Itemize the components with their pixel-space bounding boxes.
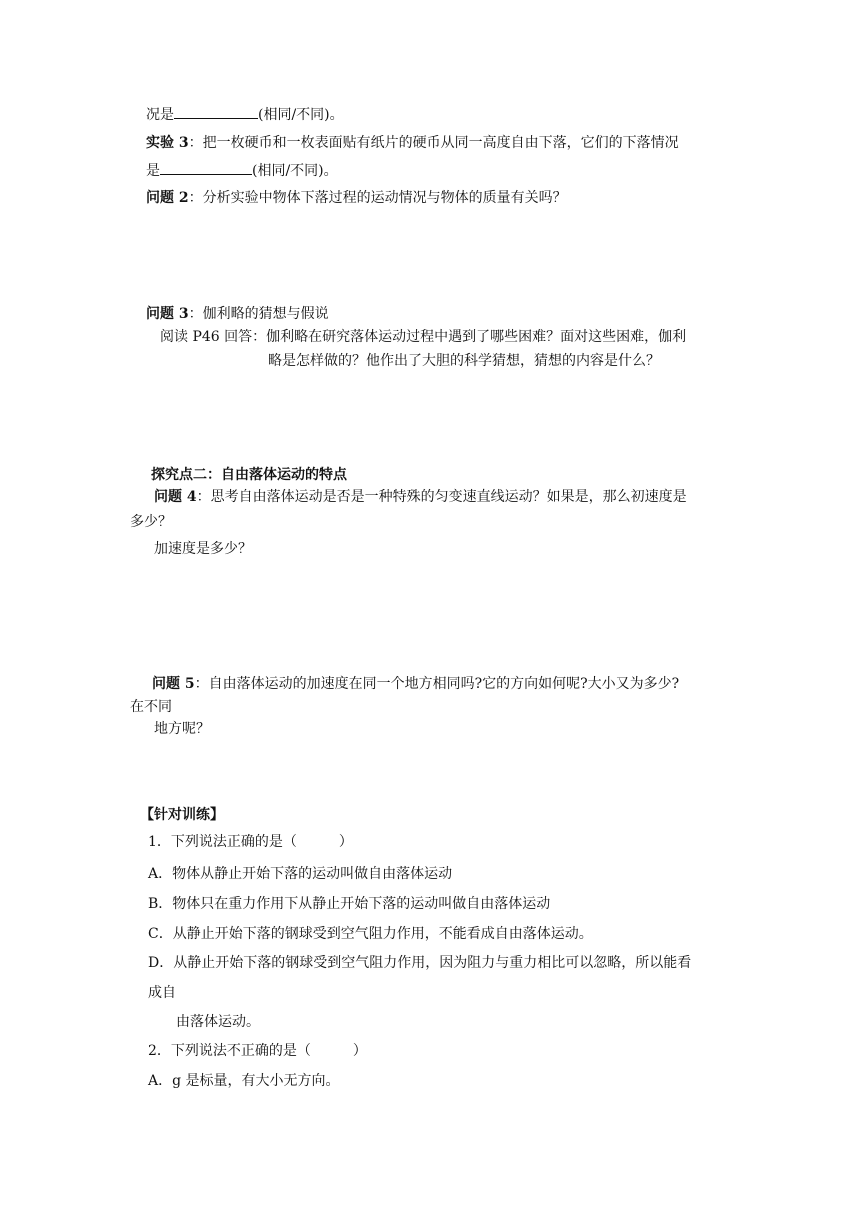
question-5 xyxy=(152,674,679,694)
question-5-cont-2: 地方呢？ xyxy=(154,721,210,737)
question-5-cont: 在不同 xyxy=(130,699,172,715)
question-3-text: ：伽利略的猜想与假说 xyxy=(188,306,329,322)
question-4 xyxy=(154,487,687,507)
line-1 xyxy=(146,104,344,125)
question-2-text: ：分析实验中物体下落过程的运动情况与物体的质量有关吗？ xyxy=(188,190,567,206)
question-4-cont: 多少？ xyxy=(130,514,172,530)
reading-line-2: 略是怎样做的？他作出了大胆的科学猜想，猜想的内容是什么？ xyxy=(268,353,660,369)
answer-blank-2[interactable] xyxy=(160,160,252,175)
question-4-label: 问题 4 xyxy=(154,489,197,505)
question-2-label: 问题 2 xyxy=(146,190,189,206)
exercise-1-option-c[interactable]: C．从静止开始下落的钢球受到空气阻力作用，不能看成自由落体运动。 xyxy=(148,926,593,942)
exercise-1-option-d-cont-2: 由落体运动。 xyxy=(176,1014,260,1030)
line-3-post: (相同/不同)。 xyxy=(252,163,338,179)
question-3 xyxy=(146,304,329,324)
exercise-1: 1．下列说法正确的是（ ） xyxy=(148,834,353,850)
experiment-3-label: 实验 3 xyxy=(146,135,189,151)
line-1-pre: 况是 xyxy=(146,107,174,123)
question-2 xyxy=(146,188,567,208)
question-3-label: 问题 3 xyxy=(146,306,189,322)
exercise-2: 2．下列说法不正确的是（ ） xyxy=(148,1043,367,1059)
line-3 xyxy=(146,160,338,181)
reading-line-1: 阅读 P46 回答：伽利略在研究落体运动过程中遇到了哪些困难？面对这些困难，伽利 xyxy=(160,329,687,345)
line-3-pre: 是 xyxy=(146,163,160,179)
line-1-post: (相同/不同)。 xyxy=(258,107,344,123)
question-4-text: ：思考自由落体运动是否是一种特殊的匀变速直线运动？如果是，那么初速度是 xyxy=(196,489,687,505)
experiment-3 xyxy=(146,133,679,153)
training-heading: 【针对训练】 xyxy=(140,807,224,823)
question-5-text: ：自由落体运动的加速度在同一个地方相同吗?它的方向如何呢?大小又为多少? xyxy=(194,676,680,692)
exercise-1-option-d-cont: 成自 xyxy=(148,985,176,1001)
exercise-2-option-a[interactable]: A．g 是标量，有大小无方向。 xyxy=(148,1073,340,1089)
section-heading-2: 探究点二：自由落体运动的特点 xyxy=(151,467,347,483)
exercise-1-option-d[interactable]: D．从静止开始下落的钢球受到空气阻力作用，因为阻力与重力相比可以忽略，所以能看 xyxy=(148,955,692,971)
experiment-3-text: ：把一枚硬币和一枚表面贴有纸片的硬币从同一高度自由下落，它们的下落情况 xyxy=(188,135,679,151)
exercise-1-option-b[interactable]: B．物体只在重力作用下从静止开始下落的运动叫做自由落体运动 xyxy=(148,896,551,912)
question-4-acceleration: 加速度是多少？ xyxy=(154,541,252,557)
exercise-1-option-a[interactable]: A．物体从静止开始下落的运动叫做自由落体运动 xyxy=(148,866,453,882)
answer-blank-1[interactable] xyxy=(174,104,258,119)
question-5-label: 问题 5 xyxy=(152,676,195,692)
